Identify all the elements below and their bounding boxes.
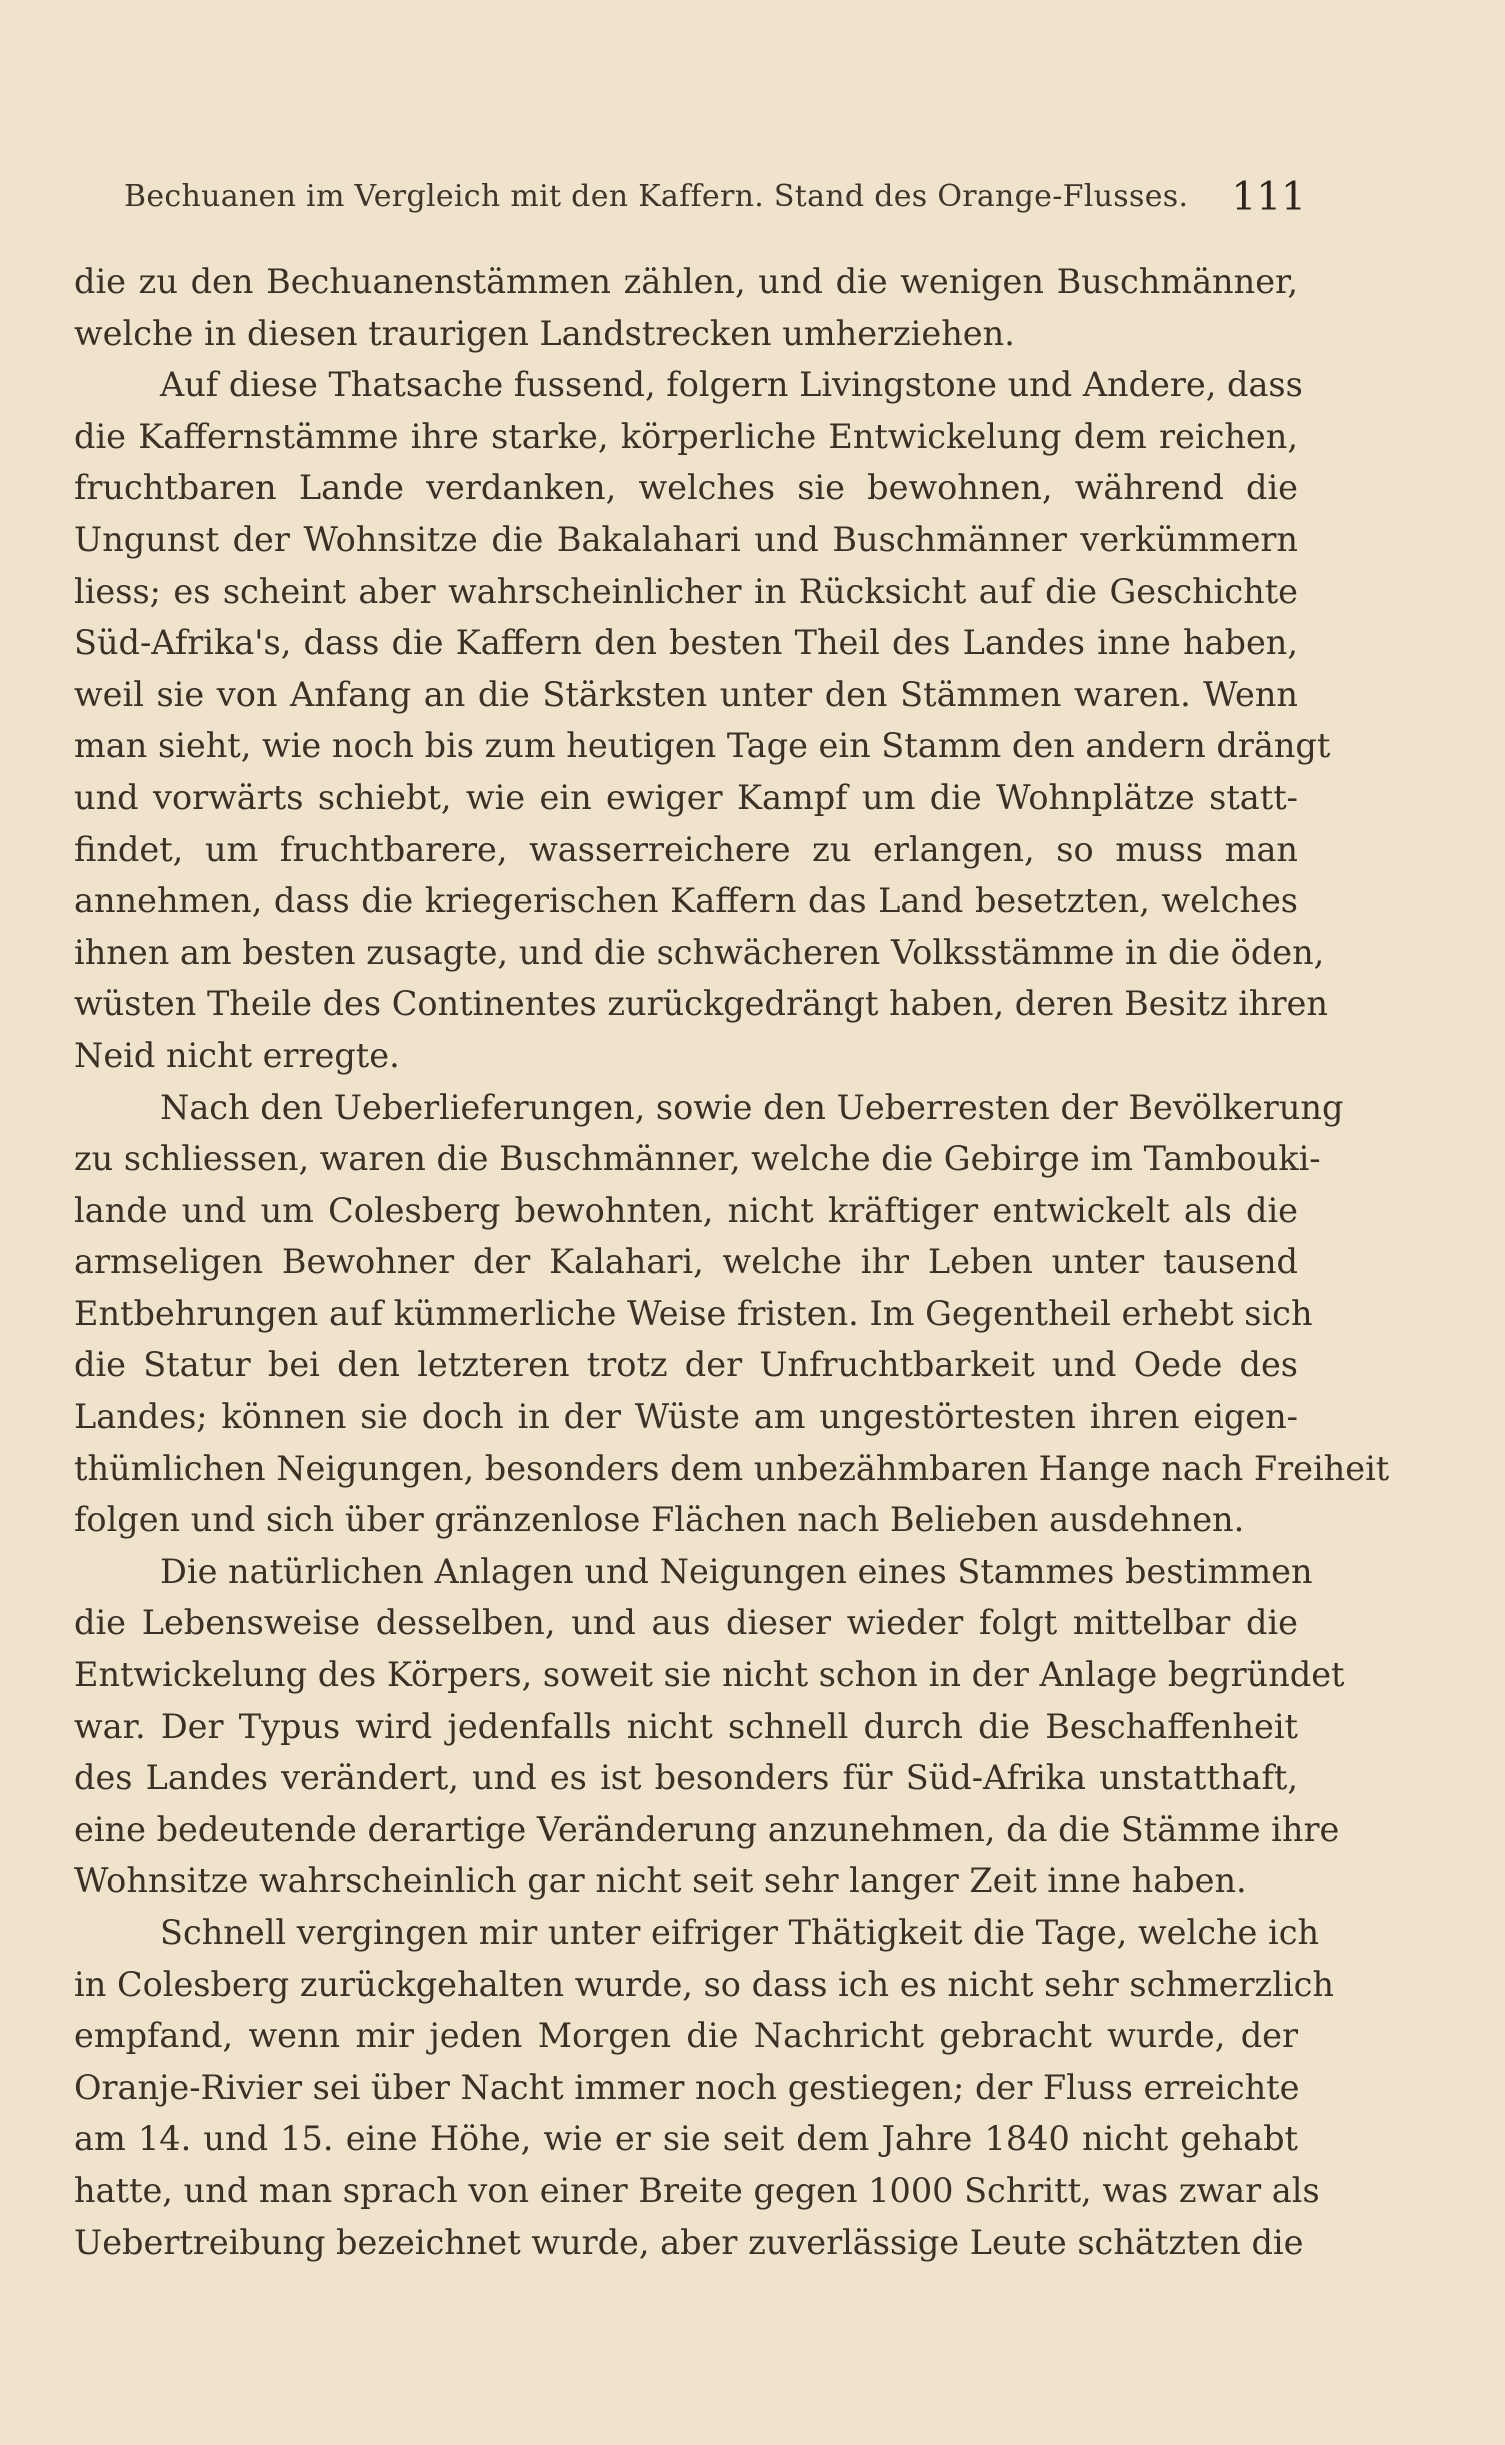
text-line: Auf diese Thatsache fussend, folgern Livingstone und Andere, dass (160, 365, 1303, 405)
text-line: Uebertreibung bezeichnet wurde, aber zuverlässige Leute schätzten die (74, 2222, 1304, 2262)
text-line: Oranje-Rivier sei über Nacht immer noch gestiegen; der Fluss erreichte (74, 2067, 1300, 2107)
text-line: in Colesberg zurückgehalten wurde, so dass ich es nicht sehr schmerzlich (74, 1964, 1334, 2004)
text-line: fruchtbaren Lande verdanken, welches sie bewohnen, während die (74, 468, 1298, 508)
page-number: 111 (1231, 175, 1306, 220)
text-line: wüsten Theile des Continentes zurückgedrängt haben, deren Besitz ihren (74, 984, 1328, 1024)
text-line: Wohnsitze wahrscheinlich gar nicht seit sehr langer Zeit inne haben. (74, 1861, 1247, 1901)
text-line: man sieht, wie noch bis zum heutigen Tage ein Stamm den andern drängt (74, 726, 1331, 766)
text-line: die Kaffernstämme ihre starke, körperliche Entwickelung dem reichen, (74, 416, 1298, 456)
text-line: lande und um Colesberg bewohnten, nicht kräftiger entwickelt als die (74, 1190, 1298, 1230)
text-line: findet, um fruchtbarere, wasserreichere zu erlangen, so muss man (74, 829, 1298, 869)
text-line: annehmen, dass die kriegerischen Kaffern das Land besetzten, welches (74, 881, 1298, 921)
body-text (74, 256, 1390, 2268)
text-line: und vorwärts schiebt, wie ein ewiger Kampf um die Wohnplätze statt- (74, 777, 1298, 817)
text-line: Süd-Afrika's, dass die Kaffern den besten Theil des Landes inne haben, (74, 623, 1298, 663)
text-line: Die natürlichen Anlagen und Neigungen eines Stammes bestimmen (160, 1551, 1313, 1591)
text-line: Schnell vergingen mir unter eifriger Thätigkeit die Tage, welche ich (160, 1913, 1320, 1952)
text-line: Neid nicht erregte. (74, 1035, 400, 1075)
text-line: eine bedeutende derartige Veränderung anzunehmen, da die Stämme ihre (74, 1809, 1340, 1849)
text-line: liess; es scheint aber wahrscheinlicher in Rücksicht auf die Geschichte (74, 571, 1298, 611)
text-line: Landes; können sie doch in der Wüste am ungestörtesten ihren eigen- (74, 1397, 1298, 1437)
text-line: des Landes verändert, und es ist besonders für Süd-Afrika unstatthaft, (74, 1758, 1298, 1798)
text-line: hatte, und man sprach von einer Breite gegen 1000 Schritt, was zwar als (74, 2170, 1320, 2210)
text-line: weil sie von Anfang an die Stärksten unter den Stämmen waren. Wenn (74, 674, 1298, 714)
text-line: Entwickelung des Körpers, soweit sie nicht schon in der Anlage begründet (74, 1655, 1345, 1695)
text-line: Entbehrungen auf kümmerliche Weise fristen. Im Gegentheil erhebt sich (74, 1293, 1313, 1333)
text-line: war. Der Typus wird jedenfalls nicht schnell durch die Beschaffenheit (74, 1706, 1298, 1746)
text-line: armseligen Bewohner der Kalahari, welche ihr Leben unter tausend (74, 1242, 1298, 1282)
text-line: folgen und sich über gränzenlose Flächen nach Belieben ausdehnen. (74, 1500, 1245, 1540)
text-line: empfand, wenn mir jeden Morgen die Nachricht gebracht wurde, der (74, 2016, 1298, 2056)
text-line: die Statur bei den letzteren trotz der Unfruchtbarkeit und Oede des (74, 1345, 1298, 1385)
text-line: welche in diesen traurigen Landstrecken umherziehen. (74, 313, 1015, 353)
running-head: Bechuanen im Vergleich mit den Kaffern. Stand des Orange-Flusses. (124, 179, 1189, 214)
text-line: die zu den Bechuanenstämmen zählen, und die wenigen Buschmänner, (74, 262, 1298, 301)
page-header (124, 168, 1306, 228)
text-line: die Lebensweise desselben, und aus dieser wieder folgt mittelbar die (74, 1603, 1298, 1643)
text-line: thümlichen Neigungen, besonders dem unbezähmbaren Hange nach Freiheit (74, 1448, 1390, 1488)
text-line: zu schliessen, waren die Buschmänner, welche die Gebirge im Tambouki- (74, 1139, 1321, 1179)
text-line: am 14. und 15. eine Höhe, wie er sie seit dem Jahre 1840 nicht gehabt (74, 2119, 1298, 2159)
text-line: Nach den Ueberlieferungen, sowie den Ueberresten der Bevölkerung (160, 1087, 1344, 1127)
text-line: Ungunst der Wohnsitze die Bakalahari und Buschmänner verkümmern (74, 519, 1298, 559)
text-line: ihnen am besten zusagte, und die schwächeren Volksstämme in die öden, (74, 932, 1325, 972)
